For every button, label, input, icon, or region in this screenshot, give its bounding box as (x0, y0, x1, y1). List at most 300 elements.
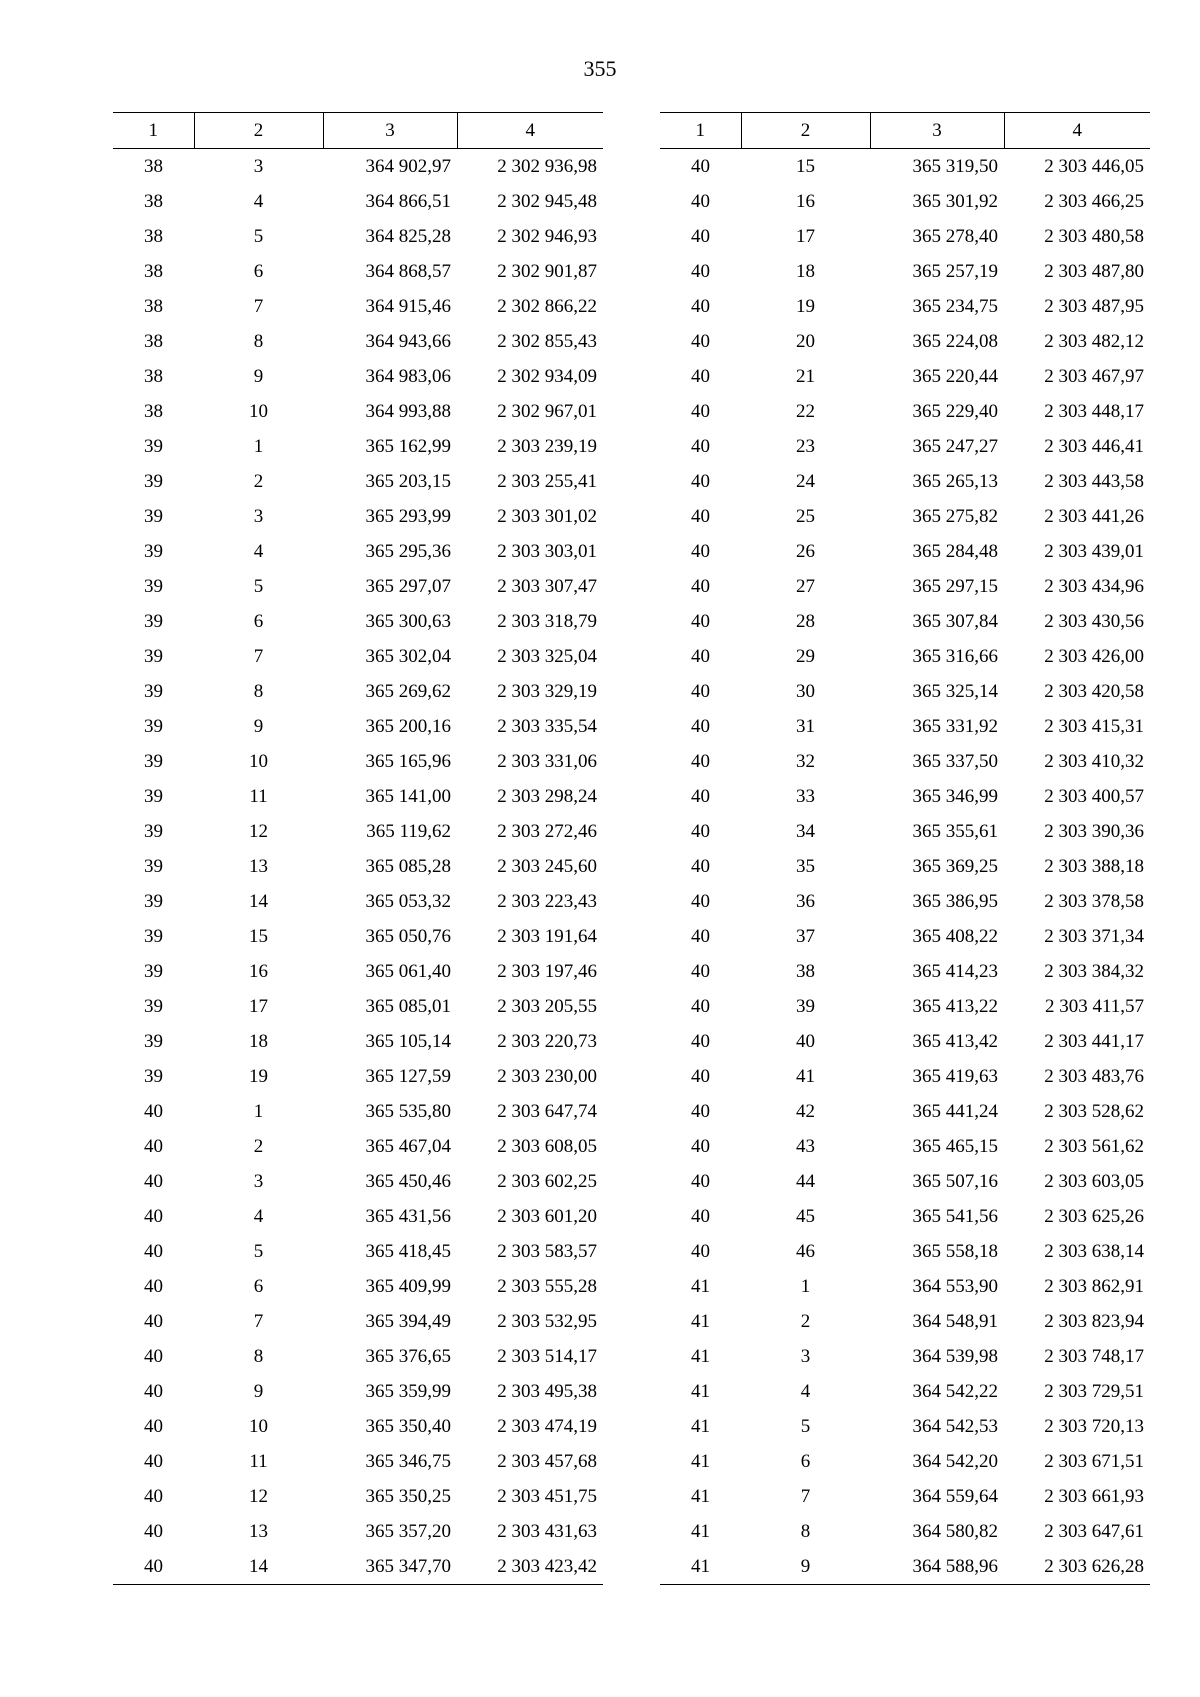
cell-y: 2 303 220,73 (497, 1030, 597, 1052)
cell-y: 2 303 601,20 (497, 1205, 597, 1227)
cell-x: 365 450,46 (365, 1170, 451, 1192)
cell-point: 7 (253, 295, 264, 317)
cell-object: 40 (691, 680, 710, 702)
cell-object: 40 (691, 330, 710, 352)
cell-x: 365 355,61 (912, 820, 998, 842)
cell-x: 365 346,75 (365, 1450, 451, 1472)
cell-point: 39 (796, 995, 815, 1017)
cell-object: 41 (691, 1380, 710, 1402)
table-row (113, 219, 603, 254)
cell-x: 365 357,20 (365, 1520, 451, 1542)
cell-object: 40 (691, 820, 710, 842)
cell-object: 40 (691, 645, 710, 667)
cell-point: 1 (800, 1275, 811, 1297)
cell-point: 10 (249, 400, 268, 422)
cell-point: 11 (249, 1450, 268, 1472)
cell-x: 365 325,14 (912, 680, 998, 702)
cell-object: 38 (144, 225, 163, 247)
table-row (660, 1549, 1150, 1585)
cell-object: 39 (144, 1065, 163, 1087)
cell-x: 365 162,99 (365, 435, 451, 457)
cell-y: 2 303 335,54 (497, 715, 597, 737)
table-row (113, 1059, 603, 1094)
cell-y: 2 302 866,22 (497, 295, 597, 317)
table-row (113, 1479, 603, 1514)
cell-object: 40 (144, 1450, 163, 1472)
cell-point: 44 (796, 1170, 815, 1192)
table-row (113, 1549, 603, 1585)
cell-y: 2 303 474,19 (497, 1415, 597, 1437)
cell-point: 38 (796, 960, 815, 982)
table-row (113, 1094, 603, 1129)
cell-x: 364 542,22 (912, 1380, 998, 1402)
table-row (660, 989, 1150, 1024)
cell-y: 2 303 434,96 (1044, 575, 1144, 597)
table-row (113, 464, 603, 499)
cell-point: 17 (249, 995, 268, 1017)
cell-object: 38 (144, 330, 163, 352)
table-header (660, 113, 1150, 149)
table-row (113, 849, 603, 884)
table-row (113, 499, 603, 534)
cell-point: 43 (796, 1135, 815, 1157)
header-row (113, 113, 603, 149)
cell-y: 2 303 378,58 (1044, 890, 1144, 912)
cell-x: 364 553,90 (912, 1275, 998, 1297)
cell-point: 13 (249, 855, 268, 877)
table-row (113, 1444, 603, 1479)
cell-object: 39 (144, 540, 163, 562)
cell-point: 37 (796, 925, 815, 947)
cell-point: 15 (796, 155, 815, 177)
cell-x: 365 350,25 (365, 1485, 451, 1507)
cell-x: 365 105,14 (365, 1030, 451, 1052)
cell-object: 40 (691, 505, 710, 527)
table-row (660, 919, 1150, 954)
cell-x: 364 983,06 (365, 365, 451, 387)
header-col-4: 4 (1004, 113, 1150, 149)
cell-y: 2 303 626,28 (1004, 1549, 1150, 1585)
cell-point: 25 (796, 505, 815, 527)
table-row (660, 1479, 1150, 1514)
cell-x: 365 558,18 (912, 1240, 998, 1262)
page-number: 355 (583, 56, 617, 81)
cell-x: 365 376,65 (365, 1345, 451, 1367)
cell-object: 40 (691, 785, 710, 807)
cell-point: 4 (253, 540, 264, 562)
cell-x: 365 413,42 (912, 1030, 998, 1052)
cell-object: 40 (691, 1170, 710, 1192)
cell-x: 364 866,51 (365, 190, 451, 212)
table-row (660, 499, 1150, 534)
table-row (113, 324, 603, 359)
cell-object: 40 (144, 1135, 163, 1157)
cell-point: 46 (796, 1240, 815, 1262)
cell-object: 40 (691, 295, 710, 317)
cell-x: 364 580,82 (912, 1520, 998, 1542)
cell-y: 2 303 197,46 (497, 960, 597, 982)
cell-object: 40 (691, 575, 710, 597)
cell-x: 365 346,99 (912, 785, 998, 807)
cell-y: 2 303 411,57 (1044, 995, 1144, 1017)
cell-object: 40 (144, 1275, 163, 1297)
cell-point: 18 (796, 260, 815, 282)
cell-point: 14 (194, 1549, 323, 1585)
cell-x: 365 275,82 (912, 505, 998, 527)
cell-x: 365 394,49 (365, 1310, 451, 1332)
cell-x: 365 265,13 (912, 470, 998, 492)
cell-point: 12 (249, 820, 268, 842)
table-row (660, 289, 1150, 324)
cell-y: 2 303 532,95 (497, 1310, 597, 1332)
cell-x: 365 050,76 (365, 925, 451, 947)
cell-x: 365 269,62 (365, 680, 451, 702)
cell-y: 2 303 608,05 (497, 1135, 597, 1157)
table-row (113, 534, 603, 569)
cell-object: 40 (691, 155, 710, 177)
table-row (113, 1514, 603, 1549)
cell-object: 39 (144, 610, 163, 632)
cell-point: 19 (796, 295, 815, 317)
cell-y: 2 302 901,87 (497, 260, 597, 282)
cell-y: 2 303 647,61 (1044, 1520, 1144, 1542)
cell-x: 364 868,57 (365, 260, 451, 282)
cell-x: 364 943,66 (365, 330, 451, 352)
cell-y: 2 303 487,80 (1044, 260, 1144, 282)
cell-point: 36 (796, 890, 815, 912)
cell-y: 2 303 400,57 (1044, 785, 1144, 807)
cell-object: 41 (691, 1450, 710, 1472)
table-row (113, 359, 603, 394)
table-row (113, 1304, 603, 1339)
table-row (113, 1269, 603, 1304)
cell-point: 27 (796, 575, 815, 597)
cell-point: 12 (249, 1485, 268, 1507)
header-col-1: 1 (660, 113, 741, 149)
cell-object: 40 (144, 1380, 163, 1402)
cell-y: 2 303 467,97 (1044, 365, 1144, 387)
cell-x: 365 127,59 (365, 1065, 451, 1087)
cell-object: 40 (144, 1415, 163, 1437)
cell-y: 2 303 245,60 (497, 855, 597, 877)
table-row (113, 184, 603, 219)
cell-object: 39 (144, 505, 163, 527)
table-row (113, 779, 603, 814)
table-row (660, 184, 1150, 219)
table-row (660, 639, 1150, 674)
table-row (660, 954, 1150, 989)
cell-y: 2 303 272,46 (497, 820, 597, 842)
cell-object: 40 (691, 610, 710, 632)
cell-object: 40 (691, 435, 710, 457)
cell-object: 41 (691, 1345, 710, 1367)
cell-object: 40 (144, 1345, 163, 1367)
table-body (113, 149, 603, 1585)
table-row (660, 1269, 1150, 1304)
table-row (660, 1129, 1150, 1164)
header-col-4: 4 (457, 113, 603, 149)
cell-object: 40 (691, 890, 710, 912)
cell-object: 40 (691, 855, 710, 877)
cell-x: 365 203,15 (365, 470, 451, 492)
cell-point: 41 (796, 1065, 815, 1087)
cell-y: 2 303 555,28 (497, 1275, 597, 1297)
table-row (660, 1199, 1150, 1234)
cell-y: 2 303 482,12 (1044, 330, 1144, 352)
cell-y: 2 303 748,17 (1044, 1345, 1144, 1367)
cell-object: 40 (691, 995, 710, 1017)
table-row (113, 149, 603, 185)
cell-y: 2 303 191,64 (497, 925, 597, 947)
cell-x: 365 347,70 (323, 1549, 457, 1585)
cell-x: 365 359,99 (365, 1380, 451, 1402)
cell-object: 41 (691, 1310, 710, 1332)
cell-x: 365 278,40 (912, 225, 998, 247)
cell-y: 2 303 431,63 (497, 1520, 597, 1542)
cell-object: 40 (113, 1549, 194, 1585)
cell-y: 2 303 430,56 (1044, 610, 1144, 632)
cell-y: 2 303 384,32 (1044, 960, 1144, 982)
cell-y: 2 303 325,04 (497, 645, 597, 667)
cell-point: 31 (796, 715, 815, 737)
cell-x: 365 297,15 (912, 575, 998, 597)
table-body (660, 149, 1150, 1585)
table-row (113, 394, 603, 429)
cell-x: 365 061,40 (365, 960, 451, 982)
cell-x: 364 542,53 (912, 1415, 998, 1437)
table-row (660, 1234, 1150, 1269)
cell-object: 39 (144, 890, 163, 912)
cell-object: 40 (144, 1485, 163, 1507)
cell-object: 40 (691, 540, 710, 562)
cell-object: 40 (691, 1135, 710, 1157)
cell-object: 40 (691, 260, 710, 282)
cell-object: 39 (144, 820, 163, 842)
cell-object: 40 (144, 1520, 163, 1542)
cell-x: 365 119,62 (366, 820, 451, 842)
cell-object: 39 (144, 855, 163, 877)
table-row (660, 1444, 1150, 1479)
table-row (660, 1094, 1150, 1129)
cell-object: 38 (144, 295, 163, 317)
cell-y: 2 303 446,41 (1044, 435, 1144, 457)
cell-point: 9 (253, 715, 264, 737)
table-row (660, 1514, 1150, 1549)
table-row (113, 1199, 603, 1234)
cell-x: 364 588,96 (870, 1549, 1004, 1585)
cell-y: 2 303 303,01 (497, 540, 597, 562)
cell-y: 2 303 638,14 (1044, 1240, 1144, 1262)
cell-x: 365 085,01 (365, 995, 451, 1017)
cell-point: 5 (253, 1240, 264, 1262)
cell-point: 1 (253, 435, 264, 457)
cell-y: 2 303 495,38 (497, 1380, 597, 1402)
cell-point: 11 (249, 785, 268, 807)
cell-y: 2 303 448,17 (1044, 400, 1144, 422)
table-row (113, 604, 603, 639)
cell-y: 2 303 329,19 (497, 680, 597, 702)
cell-object: 40 (691, 190, 710, 212)
cell-y: 2 303 371,34 (1044, 925, 1144, 947)
cell-y: 2 302 934,09 (497, 365, 597, 387)
cell-object: 41 (691, 1485, 710, 1507)
table-row (660, 1409, 1150, 1444)
cell-y: 2 303 410,32 (1044, 750, 1144, 772)
cell-point: 2 (253, 1135, 264, 1157)
cell-object: 40 (691, 1030, 710, 1052)
cell-point: 42 (796, 1100, 815, 1122)
cell-y: 2 302 967,01 (497, 400, 597, 422)
cell-y: 2 303 451,75 (497, 1485, 597, 1507)
cell-y: 2 303 603,05 (1044, 1170, 1144, 1192)
cell-object: 39 (144, 575, 163, 597)
cell-point: 40 (796, 1030, 815, 1052)
cell-x: 365 085,28 (365, 855, 451, 877)
table-row (660, 849, 1150, 884)
cell-x: 365 247,27 (912, 435, 998, 457)
table-row (113, 254, 603, 289)
cell-x: 365 257,19 (912, 260, 998, 282)
header-col-3: 3 (323, 113, 457, 149)
cell-object: 38 (144, 155, 163, 177)
table-row (660, 744, 1150, 779)
cell-point: 6 (800, 1450, 811, 1472)
cell-object: 39 (144, 925, 163, 947)
cell-x: 365 319,50 (912, 155, 998, 177)
cell-x: 364 993,88 (365, 400, 451, 422)
cell-point: 3 (253, 1170, 264, 1192)
cell-object: 40 (691, 1100, 710, 1122)
cell-point: 3 (800, 1345, 811, 1367)
cell-point: 9 (253, 1380, 264, 1402)
cell-point: 24 (796, 470, 815, 492)
cell-object: 40 (691, 1065, 710, 1087)
cell-point: 30 (796, 680, 815, 702)
header-col-2: 2 (194, 113, 323, 149)
cell-object: 40 (691, 225, 710, 247)
cell-x: 365 414,23 (912, 960, 998, 982)
cell-object: 40 (691, 750, 710, 772)
table-row (660, 464, 1150, 499)
cell-object: 40 (144, 1100, 163, 1122)
table-row (660, 1339, 1150, 1374)
cell-y: 2 303 331,06 (497, 750, 597, 772)
table-row (660, 884, 1150, 919)
cell-y: 2 303 528,62 (1044, 1100, 1144, 1122)
table-row (113, 1129, 603, 1164)
table-row (660, 709, 1150, 744)
cell-object: 40 (691, 400, 710, 422)
cell-point: 34 (796, 820, 815, 842)
cell-point: 2 (800, 1310, 811, 1332)
cell-point: 7 (800, 1485, 811, 1507)
cell-point: 21 (796, 365, 815, 387)
cell-y: 2 303 514,17 (497, 1345, 597, 1367)
cell-object: 38 (144, 260, 163, 282)
cell-object: 40 (144, 1310, 163, 1332)
cell-y: 2 303 823,94 (1044, 1310, 1144, 1332)
table-row (113, 1409, 603, 1444)
cell-y: 2 303 466,25 (1044, 190, 1144, 212)
cell-point: 14 (249, 890, 268, 912)
cell-x: 365 224,08 (912, 330, 998, 352)
cell-point: 10 (249, 1415, 268, 1437)
table-row (113, 1024, 603, 1059)
cell-object: 41 (691, 1415, 710, 1437)
table-row (113, 989, 603, 1024)
table-row (113, 1339, 603, 1374)
cell-point: 3 (253, 155, 264, 177)
cell-x: 365 419,63 (912, 1065, 998, 1087)
cell-object: 39 (144, 645, 163, 667)
cell-y: 2 303 255,41 (497, 470, 597, 492)
cell-x: 365 300,63 (365, 610, 451, 632)
cell-point: 28 (796, 610, 815, 632)
cell-point: 8 (800, 1520, 811, 1542)
cell-x: 364 902,97 (365, 155, 451, 177)
cell-point: 17 (796, 225, 815, 247)
table-row (113, 744, 603, 779)
cell-point: 16 (796, 190, 815, 212)
cell-x: 365 350,40 (365, 1415, 451, 1437)
cell-point: 4 (253, 190, 264, 212)
table-row (113, 429, 603, 464)
table-row (113, 1234, 603, 1269)
cell-y: 2 303 457,68 (497, 1450, 597, 1472)
table-row (660, 604, 1150, 639)
cell-x: 364 915,46 (365, 295, 451, 317)
cell-object: 41 (660, 1549, 741, 1585)
cell-y: 2 303 390,36 (1044, 820, 1144, 842)
cell-object: 39 (144, 715, 163, 737)
cell-y: 2 303 720,13 (1044, 1415, 1144, 1437)
table-row (660, 1164, 1150, 1199)
cell-point: 20 (796, 330, 815, 352)
table-row (660, 1304, 1150, 1339)
cell-point: 2 (253, 470, 264, 492)
cell-x: 365 200,16 (365, 715, 451, 737)
table-row (113, 1164, 603, 1199)
cell-object: 40 (691, 715, 710, 737)
cell-object: 39 (144, 470, 163, 492)
table-row (660, 779, 1150, 814)
cell-point: 6 (253, 610, 264, 632)
cell-point: 33 (796, 785, 815, 807)
cell-point: 13 (249, 1520, 268, 1542)
cell-y: 2 303 441,26 (1044, 505, 1144, 527)
table-row (113, 289, 603, 324)
cell-object: 38 (144, 400, 163, 422)
cell-point: 7 (253, 645, 264, 667)
cell-object: 39 (144, 785, 163, 807)
table-row (113, 569, 603, 604)
cell-y: 2 303 602,25 (497, 1170, 597, 1192)
table-row (113, 674, 603, 709)
cell-y: 2 303 420,58 (1044, 680, 1144, 702)
cell-point: 23 (796, 435, 815, 457)
table-row (660, 254, 1150, 289)
cell-y: 2 303 426,00 (1044, 645, 1144, 667)
cell-y: 2 303 415,31 (1044, 715, 1144, 737)
cell-x: 365 295,36 (365, 540, 451, 562)
cell-point: 8 (253, 1345, 264, 1367)
cell-y: 2 302 946,93 (497, 225, 597, 247)
table-row (660, 534, 1150, 569)
cell-x: 365 220,44 (912, 365, 998, 387)
table-row (660, 1024, 1150, 1059)
cell-x: 365 541,56 (912, 1205, 998, 1227)
cell-x: 365 386,95 (912, 890, 998, 912)
